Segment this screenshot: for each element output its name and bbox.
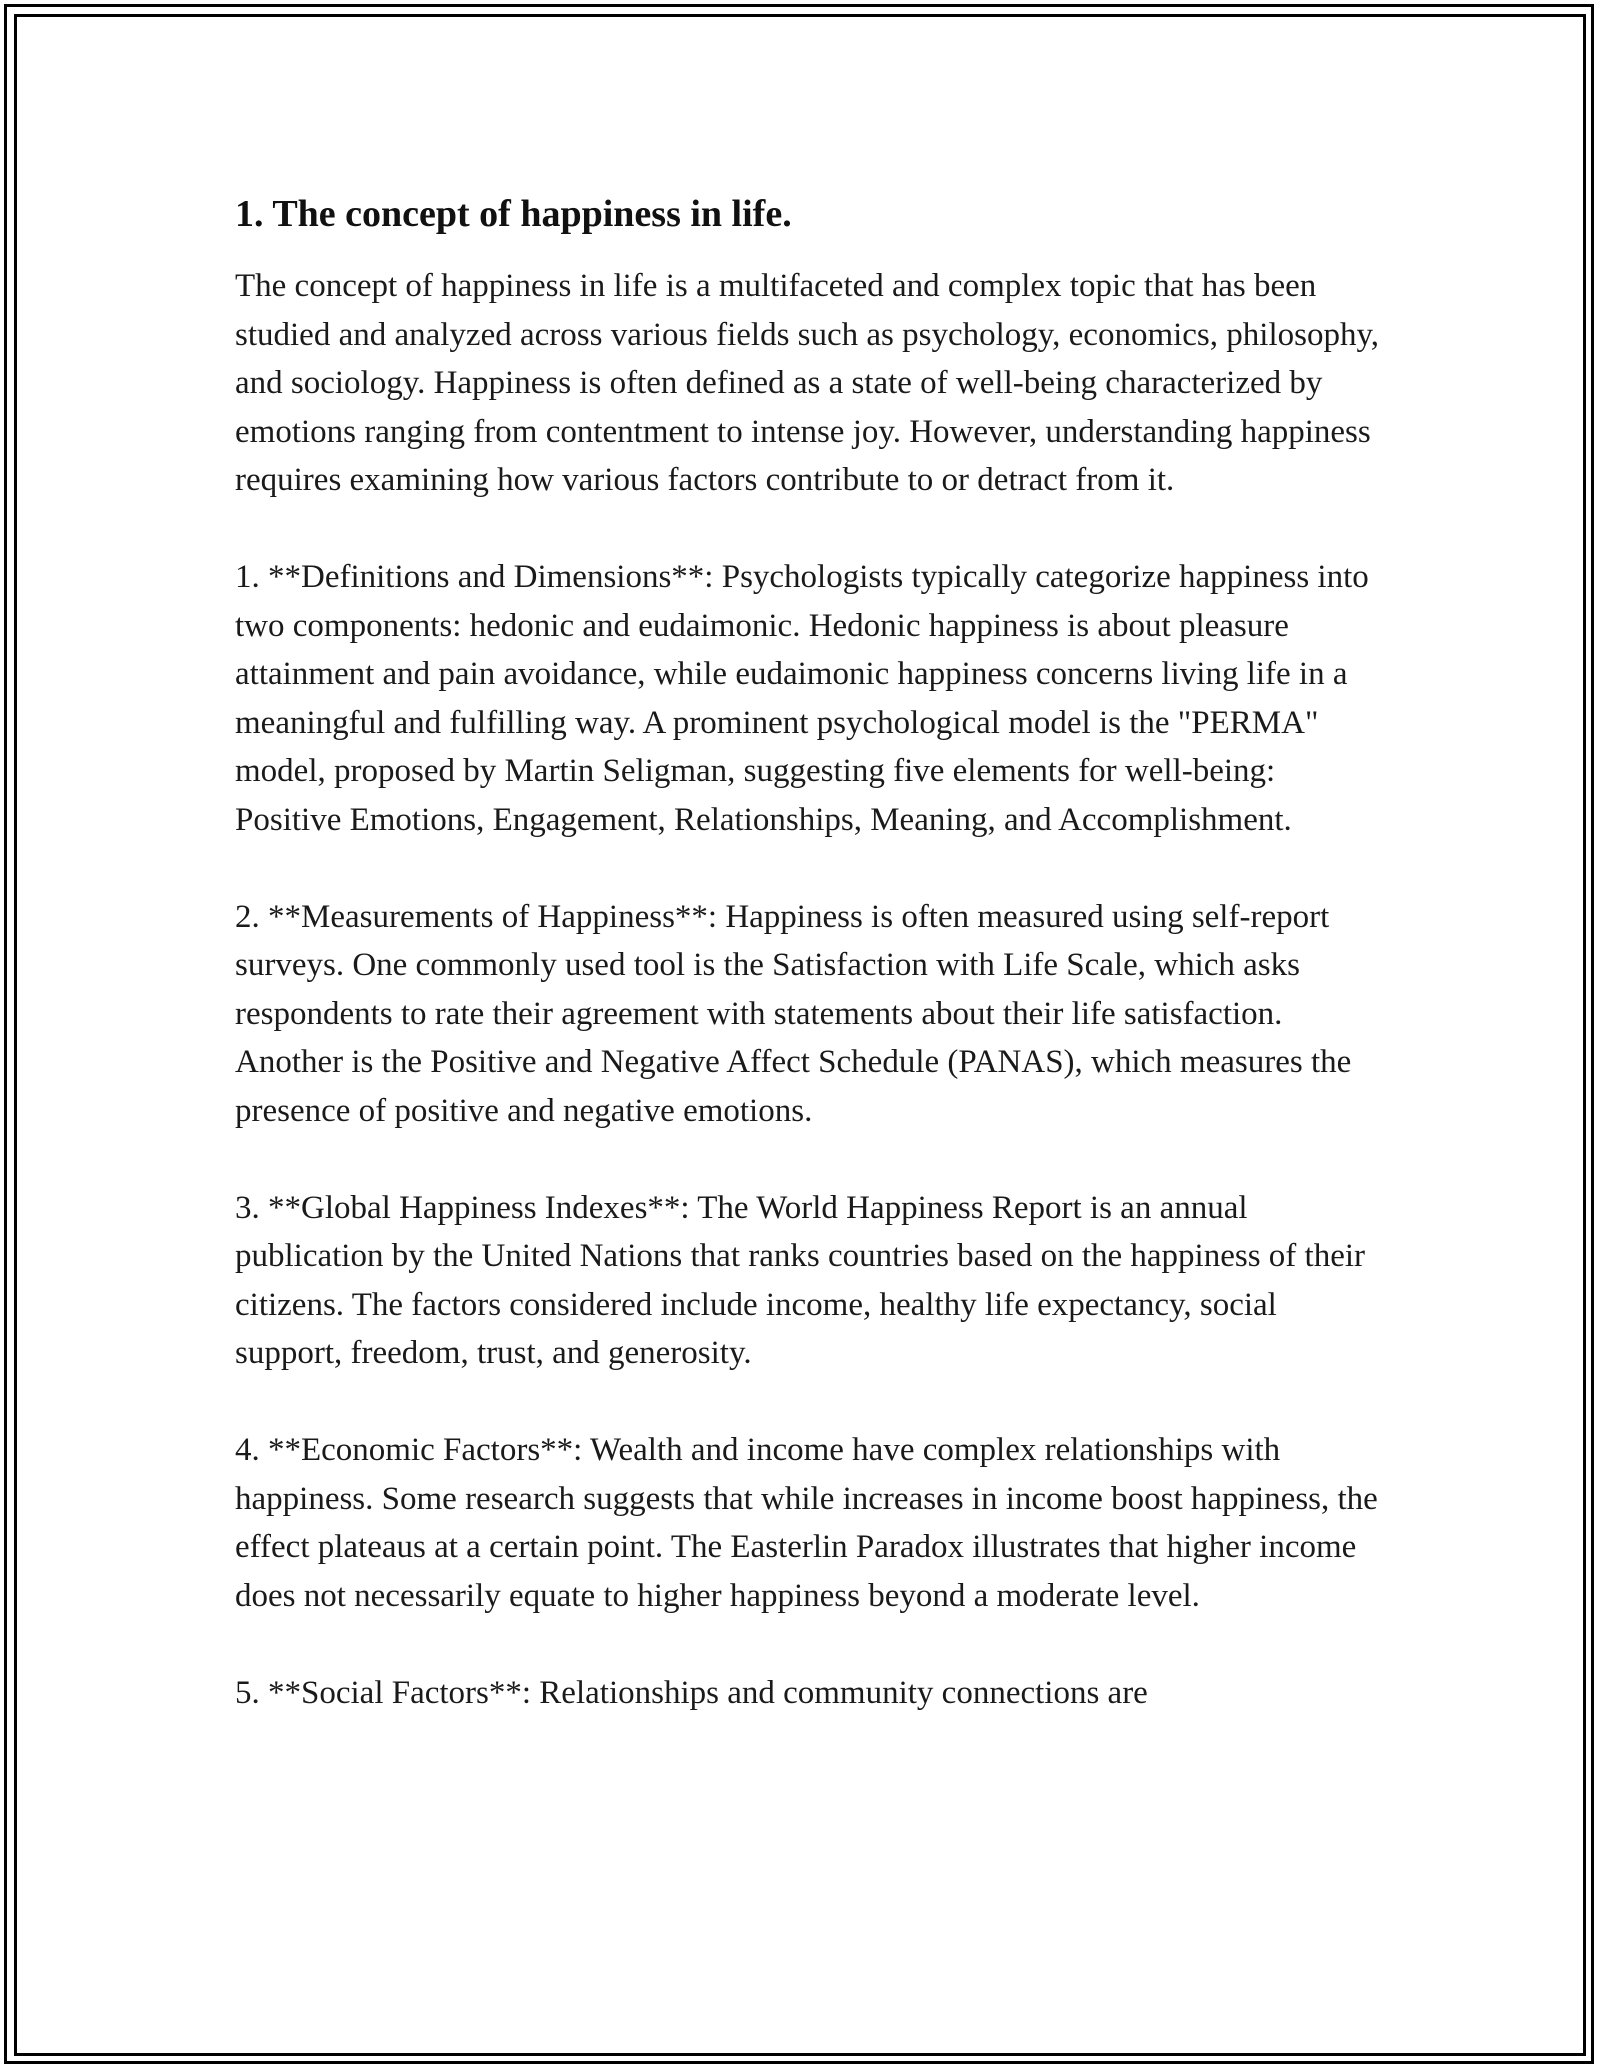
paragraph-measurements: 2. **Measurements of Happiness**: Happiness is often measured using self-report surveys. One commonly used tool is the Satisfaction with Life Scale, which asks respondents to rate their agreement with statements about their life satisfaction. Another is the Positive and Negative Affect Schedule (PANAS), which measures the presence of positive and negative emotions.	[235, 898, 1352, 1129]
intro-paragraph: The concept of happiness in life is a multifaceted and complex topic that has been studied and analyzed across various fields such as psychology, economics, philosophy, and sociology. Happiness is often defined as a state of well-being characterized by emotions ranging from contentment to intense joy. However, understanding happiness requires examining how various factors contribute to or detract from it.	[235, 268, 1380, 498]
document-body	[235, 186, 1385, 1766]
paragraph-definitions: 1. **Definitions and Dimensions**: Psychologists typically categorize happiness into two components: hedonic and eudaimonic. Hedonic happiness is about pleasure attainment and pain avoidance, while eudaimonic happiness concerns living life in a meaningful and fulfilling way. A prominent psychological model is the "PERMA" model, proposed by Martin Seligman, suggesting five elements for well-being: Positive Emotions, Engagement, Relationships, Meaning, and Accomplishment.	[235, 559, 1369, 838]
paragraph-social-factors: 5. **Social Factors**: Relationships and community connections are	[235, 1674, 1148, 1711]
section-heading: 1. The concept of happiness in life.	[235, 193, 792, 235]
paragraph-global-indexes: 3. **Global Happiness Indexes**: The World Happiness Report is an annual publication by the United Nations that ranks countries based on the happiness of their citizens. The factors considered include income, healthy life expectancy, social support, freedom, trust, and generosity.	[235, 1189, 1365, 1371]
paragraph-economic-factors: 4. **Economic Factors**: Wealth and income have complex relationships with happiness. Some research suggests that while increases in income boost happiness, the effect plateaus at a certain point. The Easterlin Paradox illustrates that higher income does not necessarily equate to higher happiness beyond a moderate level.	[235, 1432, 1378, 1614]
